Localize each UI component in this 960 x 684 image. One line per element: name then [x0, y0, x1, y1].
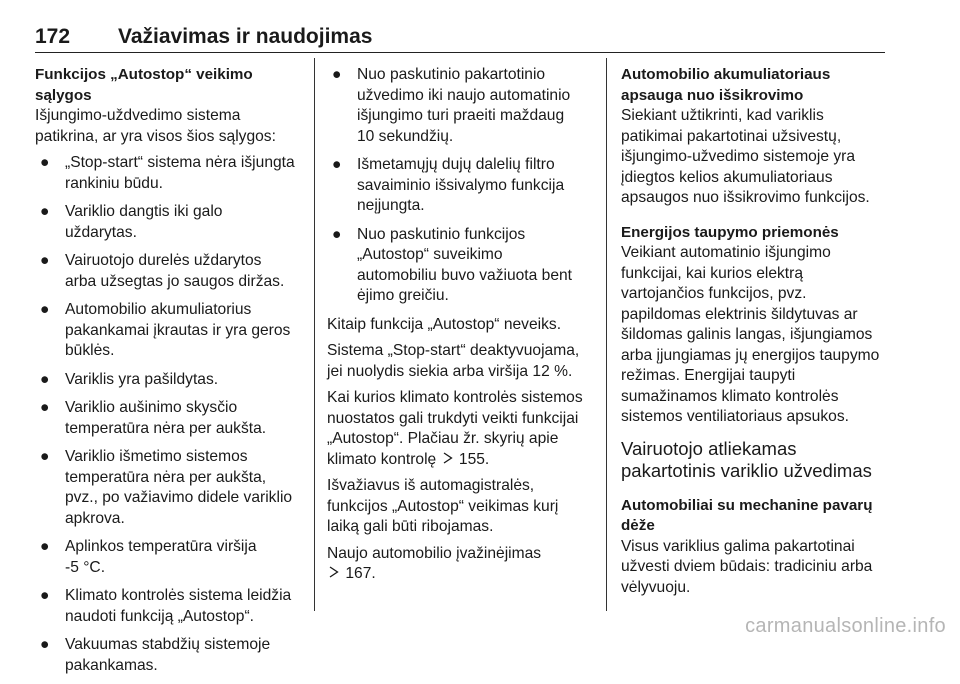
bullet-icon: ● [40, 399, 50, 416]
conditions-list [35, 153, 303, 676]
list-item: ● Klimato kontrolės sistema leidžia naudoti funkciją „Autostop“. [40, 587, 292, 625]
paragraph-climate-control: Kai kurios klimato kontrolės sistemos nuostatos gali trukdyti veikti funkcijai „Autostop“. Plačiau žr. skyrių apie klimato kontrolę 155. [327, 388, 595, 470]
column-divider-1 [314, 58, 315, 611]
energy-saving-text: Veikiant automatinio išjungimo funkcijai, kai kurios elektrą vartojančios funkcijos, pvz. papildomas elektrinis šildytuvas ar šildomas galinis langas, išjungiamos arba įjungiamas jų energijos taupymo režimas. Energijai taupyti sumažinamos klimato kontrolės sistemos ventiliatoriaus apsukos. [621, 244, 880, 425]
bullet-icon: ● [40, 252, 50, 269]
bullet-icon: ● [40, 154, 50, 171]
paragraph-break-in: Naujo automobilio įvažinėjimas 167. [327, 544, 595, 585]
column-3 [621, 65, 891, 604]
list-item: ● Vakuumas stabdžių sistemoje pakankamas. [40, 636, 271, 674]
autostop-conditions-heading: Funkcijos „Autostop“ veikimo sąlygos [35, 66, 253, 104]
manual-gearbox-heading: Automobiliai su mechanine pavarų dėže [621, 496, 873, 534]
column-divider-2 [606, 58, 607, 611]
list-item: ● „Stop-start“ sistema nėra išjungta rankiniu būdu. [40, 154, 295, 192]
page-number: 172 [35, 25, 71, 48]
manual-gearbox-text: Visus variklius galima pakartotinai užvesti dviem būdais: tradiciniu arba vėlyvuoju. [621, 537, 873, 596]
bullet-icon: ● [40, 538, 50, 555]
page-header [35, 22, 885, 53]
bullet-icon: ● [40, 448, 50, 465]
watermark: carmanualsonline.info [745, 615, 946, 637]
list-item: ● Aplinkos temperatūra viršija -5 °C. [40, 538, 257, 576]
list-item: ● Išmetamųjų dujų dalelių filtro savaiminio išsivalymo funkcija neįjungta. [332, 156, 565, 214]
list-item: ● Variklio dangtis iki galo uždarytas. [40, 203, 223, 241]
conditions-list-continued [327, 65, 595, 307]
paragraph-highway: Išvažiavus iš automagistralės, funkcijos „Autostop“ veikimas kurį laiką gali būti ribojamas. [327, 477, 559, 535]
column-1 [35, 65, 303, 684]
conditions-intro: Išjungimo-uždvedimo sistema patikrina, ar yra visos šios sąlygos: [35, 107, 276, 145]
list-item: ● Variklio aušinimo skysčio temperatūra nėra per aukšta. [40, 399, 267, 437]
list-item: ● Nuo paskutinio pakartotinio užvedimo iki naujo automatinio išjungimo turi praeiti maždaug 10 sekundžių. [332, 66, 571, 145]
climate-control-page-link[interactable]: 155. [458, 450, 490, 468]
list-item: ● Vairuotojo durelės uždarytos arba užsegtas jo saugos diržas. [40, 252, 285, 290]
bullet-icon: ● [40, 587, 50, 604]
bullet-icon: ● [332, 225, 342, 243]
column-2 [327, 65, 595, 591]
bullet-icon: ● [40, 203, 50, 220]
paragraph-slope: Sistema „Stop-start“ deaktyvuojama, jei nuolydis siekia arba viršija 12 %. [327, 342, 580, 380]
bullet-icon: ● [40, 370, 50, 388]
bullet-icon: ● [40, 636, 50, 653]
bullet-icon: ● [40, 301, 50, 318]
driver-restart-section-title: Vairuotojo atliekamas pakartotinis variklio užvedimas [621, 437, 872, 481]
list-item: ● Automobilio akumuliatorius pakankamai įkrautas ir yra geros būklės. [40, 301, 291, 359]
page-reference-icon [327, 564, 341, 585]
break-in-page-link[interactable]: 167. [345, 565, 376, 582]
chapter-title: Važiavimas ir naudojimas [118, 25, 373, 48]
list-item: ● Variklio išmetimo sistemos temperatūra nėra per aukšta, pvz., po važiavimo didele variklio apkrova. [40, 448, 293, 527]
energy-saving-heading: Energijos taupymo priemonės [621, 223, 839, 241]
list-item: ● Variklis yra pašildytas. [35, 370, 303, 391]
battery-protection-text: Siekiant užtikrinti, kad variklis patikimai pakartotinai užsivestų, išjungimo-užvedimo sistemoje yra įdiegtos kelios akumuliatoriaus apsaugos nuo išsikrovimo funkcijos. [621, 107, 870, 206]
battery-protection-heading: Automobilio akumuliatoriaus apsauga nuo išsikrovimo [621, 66, 831, 104]
paragraph-autostop-not-work: Kitaip funkcija „Autostop“ neveiks. [327, 315, 562, 333]
bullet-icon: ● [332, 66, 342, 83]
bullet-icon: ● [332, 156, 342, 173]
list-item: ● Nuo paskutinio funkcijos „Autostop“ suveikimo automobiliu buvo važiuota bent ėjimo greičiu. [332, 225, 572, 304]
page-reference-icon [441, 450, 455, 471]
